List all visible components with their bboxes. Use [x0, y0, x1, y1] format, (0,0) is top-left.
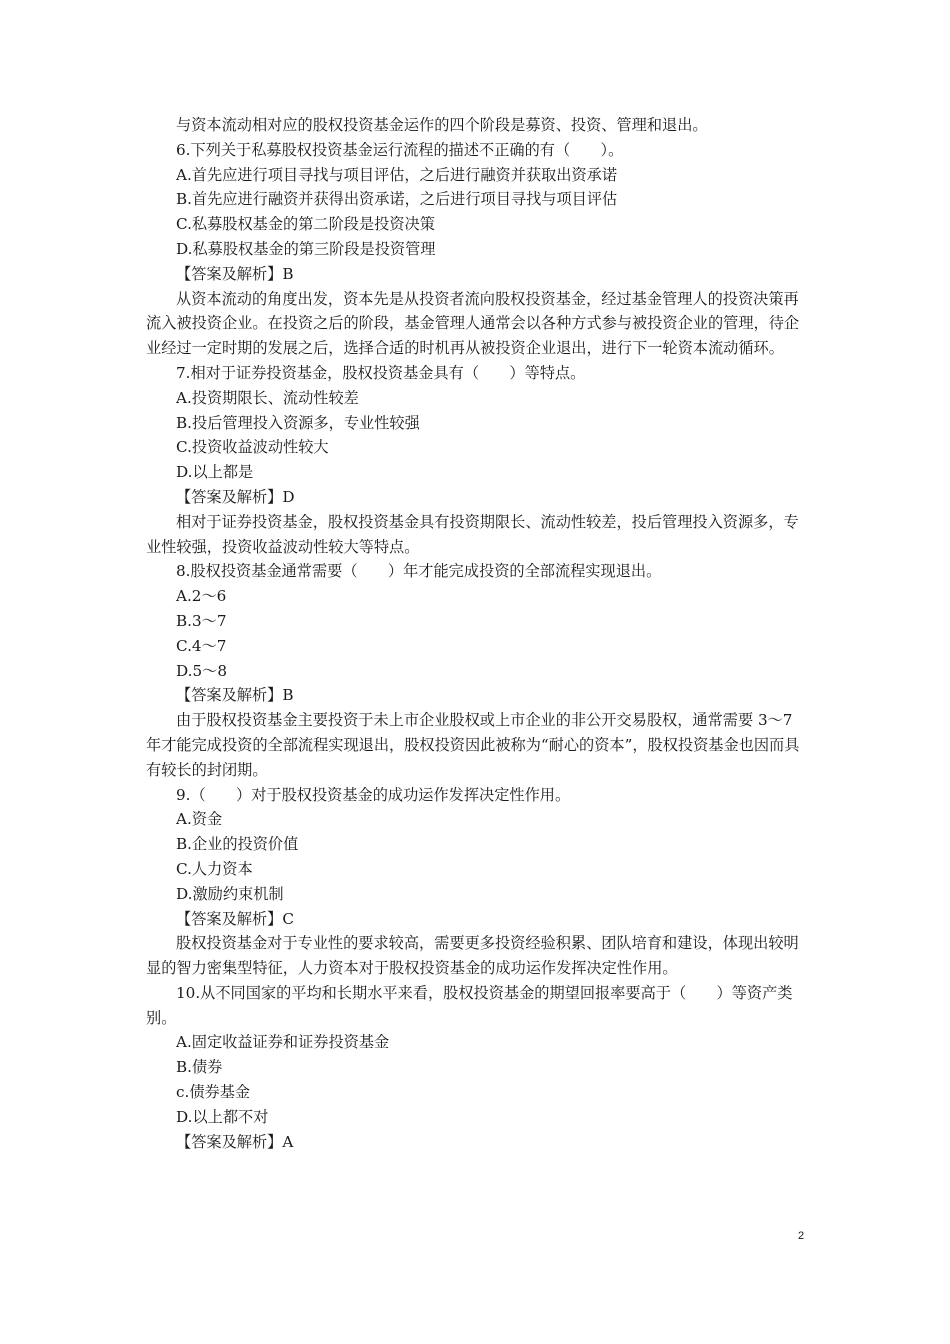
question-9-answer: 【答案及解析】C: [176, 909, 294, 928]
question-9-option-d: D.激励约束机制: [176, 884, 284, 903]
question-10-option-b: B.债券: [176, 1058, 223, 1077]
question-7: 7.相对于证券投资基金，股权投资基金具有（ ）等特点。: [176, 363, 586, 382]
question-8-option-a: A.2～6: [176, 587, 227, 606]
question-8-explanation: 由于股权投资基金主要投资于未上市企业股权或上市企业的非公开交易股权，通常需要 3～7 年才能完成投资的全部流程实现退出，股权投资因此被称为“耐心的资本”，股权投资基金也因而具有较长的封闭期。: [146, 711, 800, 779]
question-8-answer: 【答案及解析】B: [176, 686, 294, 705]
question-10-option-a: A.固定收益证券和证券投资基金: [176, 1033, 390, 1052]
question-7-option-c: C.投资收益波动性较大: [176, 438, 329, 457]
question-10: 10.从不同国家的平均和长期水平来看，股权投资基金的期望回报率要高于（ ）等资产类别。: [146, 983, 793, 1027]
question-9: 9.（ ）对于股权投资基金的成功运作发挥决定性作用。: [176, 785, 571, 804]
question-9-option-c: C.人力资本: [176, 859, 253, 878]
question-8-option-c: C.4～7: [176, 636, 227, 655]
question-9-explanation: 股权投资基金对于专业性的要求较高，需要更多投资经验积累、团队培育和建设，体现出较明显的智力密集型特征，人力资本对于股权投资基金的成功运作发挥决定性作用。: [146, 934, 799, 978]
document-body: [146, 113, 806, 1154]
page-number: 2: [798, 1230, 805, 1242]
question-6-option-c: C.私募股权基金的第二阶段是投资决策: [176, 215, 435, 234]
question-6-option-b: B.首先应进行融资并获得出资承诺，之后进行项目寻找与项目评估: [176, 190, 618, 209]
paragraph: 与资本流动相对应的股权投资基金运作的四个阶段是募资、投资、管理和退出。: [176, 116, 708, 134]
question-7-option-d: D.以上都是: [176, 463, 254, 482]
question-9-option-a: A.资金: [176, 810, 223, 829]
question-10-answer: 【答案及解析】A: [176, 1132, 294, 1151]
question-7-option-a: A.投资期限长、流动性较差: [176, 388, 359, 407]
question-7-explanation: 相对于证券投资基金，股权投资基金具有投资期限长、流动性较差，投后管理投入资源多，专业性较强，投资收益波动性较大等特点。: [146, 512, 799, 556]
question-6-answer: 【答案及解析】B: [176, 264, 294, 283]
question-10-option-c: c.债券基金: [176, 1083, 251, 1102]
question-6-explanation: 从资本流动的角度出发，资本先是从投资者流向股权投资基金，经过基金管理人的投资决策再流入被投资企业。在投资之后的阶段，基金管理人通常会以各种方式参与被投资企业的管理，待企业经过一定时期的发展之后，选择合适的时机再从被投资企业退出，进行下一轮资本流动循环。: [146, 289, 800, 358]
question-10-option-d: D.以上都不对: [176, 1107, 269, 1126]
question-8-option-b: B.3～7: [176, 611, 227, 630]
question-9-option-b: B.企业的投资价值: [176, 835, 299, 854]
question-8: 8.股权投资基金通常需要（ ）年才能完成投资的全部流程实现退出。: [176, 562, 662, 581]
question-8-option-d: D.5～8: [176, 661, 227, 680]
question-6-option-a: A.首先应进行项目寻找与项目评估，之后进行融资并获取出资承诺: [176, 165, 618, 184]
question-6: 6.下列关于私募股权投资基金运行流程的描述不正确的有（ ）。: [176, 140, 624, 159]
question-7-option-b: B.投后管理投入资源多，专业性较强: [176, 413, 420, 432]
question-6-option-d: D.私募股权基金的第三阶段是投资管理: [176, 239, 436, 258]
question-7-answer: 【答案及解析】D: [176, 487, 295, 506]
